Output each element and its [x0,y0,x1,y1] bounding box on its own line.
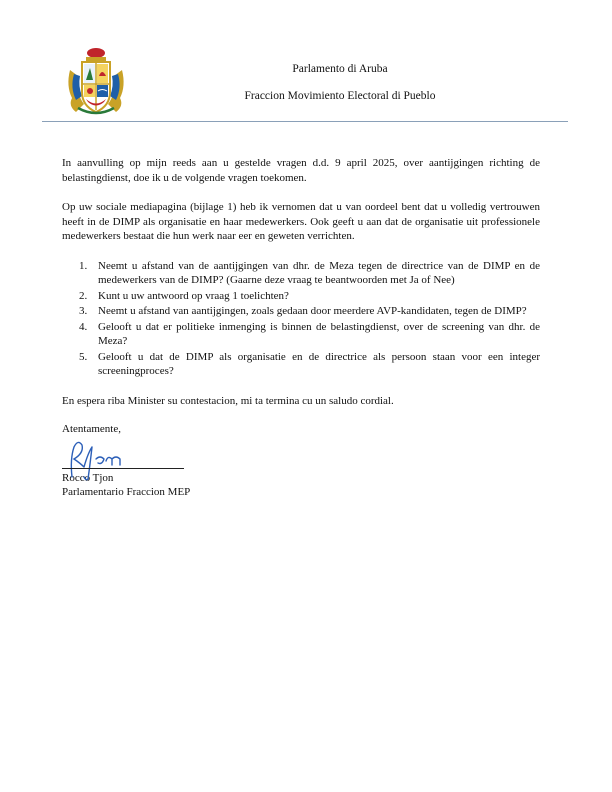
signer-title: Parlamentario Fraccion MEP [62,486,191,498]
closing-sentence: En espera riba Minister su contestacion, mi ta termina cu un saludo cordial. [62,394,394,407]
question-item [62,350,540,379]
signer-name: Rocco Tjon [62,471,114,484]
intro-paragraph: In aanvulling op mijn reeds aan u gestelde vragen d.d. 9 april 2025, over aantijgingen richting de belastingdienst, doe ik u de volgende vragen toekomen. [62,157,540,184]
question-item [62,289,540,304]
question-list [62,259,540,379]
question-text: Neemt u afstand van de aantijgingen van dhr. de Meza tegen de directrice van de DIMP en de medewerkers van de DIMP? (Gaarne deze vraag te beantwoorden met Ja of Nee) [98,259,540,286]
header-parliament-name: Parlamento di Aruba [292,63,388,75]
question-number: 5. [79,350,88,363]
question-number: 1. [79,259,88,272]
coat-of-arms-emblem [64,46,128,118]
signature-line [62,468,184,469]
handwritten-signature [66,437,126,481]
context-paragraph: Op uw sociale mediapagina (bijlage 1) heb ik vernomen dat u van oordeel bent dat u volledig vertrouwen heeft in de DIMP als organisatie en haar medewerkers. Ook geeft u aan dat de organisatie uit professionele medewerkers bestaat die hun werk naar eer en geweten verrichten. [62,201,540,242]
question-number: 4. [79,320,88,333]
question-item [62,304,540,319]
question-number: 3. [79,305,88,317]
question-text: Neemt u afstand van aantijgingen, zoals gedaan door meerdere AVP-kandidaten, tegen de DIMP? [98,305,527,317]
question-text: Gelooft u dat er politieke inmenging is binnen de belastingdienst, over de screening van dhr. de Meza? [98,320,540,347]
header-divider [42,121,568,122]
question-number: 2. [79,289,88,302]
signoff: Atentamente, [62,423,121,435]
question-item [62,259,540,288]
question-text: Kunt u uw antwoord op vraag 1 toelichten? [98,289,289,302]
header-faction-name: Fraccion Movimiento Electoral di Pueblo [244,90,436,102]
letter-body [62,156,540,500]
question-item [62,320,540,349]
signature-block [62,437,540,483]
question-text: Gelooft u dat de DIMP als organisatie en de directrice als persoon staan voor een integer screeningproces? [98,350,540,377]
